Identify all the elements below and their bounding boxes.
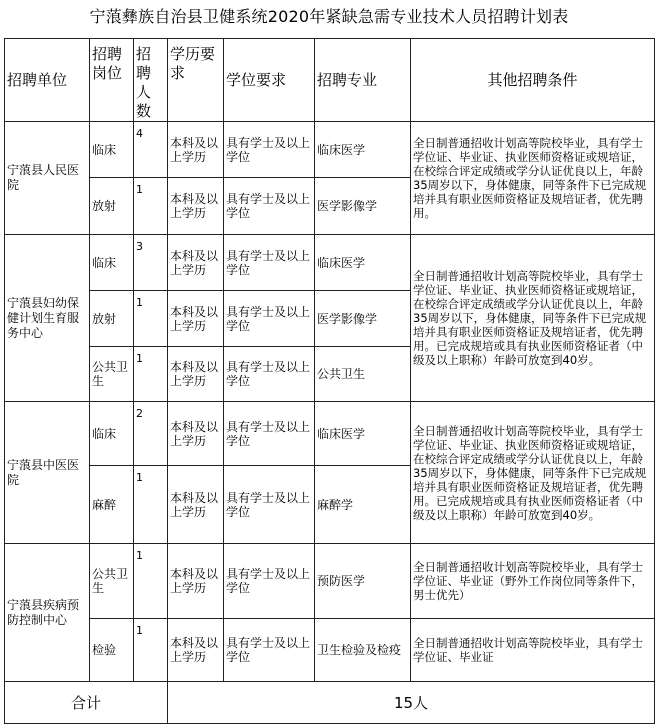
unit-cell: 宁蒗县妇幼保健计划生育服务中心 xyxy=(5,235,90,402)
table-row xyxy=(5,235,655,291)
education-cell: 本科及以上学历 xyxy=(168,235,224,291)
education-cell: 本科及以上学历 xyxy=(168,402,224,466)
table-row xyxy=(5,544,655,619)
major-cell: 医学影像学 xyxy=(315,291,411,347)
unit-cell: 宁蒗县人民医院 xyxy=(5,122,90,235)
degree-cell: 具有学士及以上学位 xyxy=(224,619,315,682)
degree-cell: 具有学士及以上学位 xyxy=(224,347,315,402)
total-label: 合计 xyxy=(5,682,168,724)
count-cell: 1 xyxy=(134,347,168,402)
header-post: 招聘岗位 xyxy=(90,39,134,122)
degree-cell: 具有学士及以上学位 xyxy=(224,466,315,544)
count-cell: 1 xyxy=(134,619,168,682)
major-cell: 医学影像学 xyxy=(315,178,411,235)
unit-cell: 宁蒗县疾病预防控制中心 xyxy=(5,544,90,682)
degree-cell: 具有学士及以上学位 xyxy=(224,122,315,178)
header-row xyxy=(5,39,655,122)
recruitment-table xyxy=(4,38,655,724)
education-cell: 本科及以上学历 xyxy=(168,466,224,544)
post-cell: 临床 xyxy=(90,402,134,466)
header-other: 其他招聘条件 xyxy=(411,39,655,122)
conditions-cell: 全日制普通招收计划高等院校毕业，具有学士学位证、毕业证、执业医师资格证或规培证，在校综合评定成绩或学分认证优良以上，年龄35周岁以下，身体健康，同等条件下已完成规培并具有职业医师资格证及规培证者，优先聘用。已完成规培或具有执业医师资格证者（中级及以上职称）年龄可放宽到40岁。 xyxy=(411,402,655,544)
total-value: 15人 xyxy=(168,682,655,724)
conditions-cell: 全日制普通招收计划高等院校毕业，具有学士学位证、毕业证、执业医师资格证或规培证，在校综合评定成绩或学分认证优良以上，年龄35周岁以下，身体健康，同等条件下已完成规培并具有职业医师资格证及规培证者，优先聘用。 xyxy=(411,122,655,235)
education-cell: 本科及以上学历 xyxy=(168,122,224,178)
education-cell: 本科及以上学历 xyxy=(168,544,224,619)
header-education: 学历要求 xyxy=(168,39,224,122)
count-cell: 1 xyxy=(134,466,168,544)
degree-cell: 具有学士及以上学位 xyxy=(224,291,315,347)
post-cell: 公共卫生 xyxy=(90,544,134,619)
education-cell: 本科及以上学历 xyxy=(168,347,224,402)
degree-cell: 具有学士及以上学位 xyxy=(224,178,315,235)
count-cell: 1 xyxy=(134,178,168,235)
table-row xyxy=(5,122,655,178)
table-row xyxy=(5,402,655,466)
header-unit: 招聘单位 xyxy=(5,39,90,122)
degree-cell: 具有学士及以上学位 xyxy=(224,235,315,291)
count-cell: 1 xyxy=(134,291,168,347)
major-cell: 临床医学 xyxy=(315,402,411,466)
unit-cell: 宁蒗县中医医院 xyxy=(5,402,90,544)
major-cell: 卫生检验及检疫 xyxy=(315,619,411,682)
page-title: 宁蒗彝族自治县卫健系统2020年紧缺急需专业技术人员招聘计划表 xyxy=(89,7,569,26)
post-cell: 麻醉 xyxy=(90,466,134,544)
major-cell: 预防医学 xyxy=(315,544,411,619)
degree-cell: 具有学士及以上学位 xyxy=(224,544,315,619)
post-cell: 临床 xyxy=(90,235,134,291)
total-row xyxy=(5,682,655,724)
post-cell: 放射 xyxy=(90,178,134,235)
education-cell: 本科及以上学历 xyxy=(168,178,224,235)
conditions-cell: 全日制普通招收计划高等院校毕业，具有学士学位证、毕业证（野外工作岗位同等条件下，男士优先） xyxy=(411,544,655,619)
post-cell: 临床 xyxy=(90,122,134,178)
count-cell: 1 xyxy=(134,544,168,619)
education-cell: 本科及以上学历 xyxy=(168,291,224,347)
header-count: 招聘人数 xyxy=(134,39,168,122)
count-cell: 2 xyxy=(134,402,168,466)
major-cell: 麻醉学 xyxy=(315,466,411,544)
post-cell: 公共卫生 xyxy=(90,347,134,402)
major-cell: 公共卫生 xyxy=(315,347,411,402)
education-cell: 本科及以上学历 xyxy=(168,619,224,682)
count-cell: 3 xyxy=(134,235,168,291)
conditions-cell: 全日制普通招收计划高等院校毕业，具有学士学位证、毕业证、执业医师资格证或规培证，在校综合评定成绩或学分认证优良以上，年龄35周岁以下，身体健康，同等条件下已完成规培并具有职业医师资格证及规培证者，优先聘用。已完成规培或具有执业医师资格证者（中级及以上职称）年龄可放宽到40岁。 xyxy=(411,235,655,402)
header-degree: 学位要求 xyxy=(224,39,315,122)
degree-cell: 具有学士及以上学位 xyxy=(224,402,315,466)
major-cell: 临床医学 xyxy=(315,122,411,178)
header-major: 招聘专业 xyxy=(315,39,411,122)
post-cell: 检验 xyxy=(90,619,134,682)
conditions-cell: 全日制普通招收计划高等院校毕业，具有学士学位证、毕业证 xyxy=(411,619,655,682)
major-cell: 临床医学 xyxy=(315,235,411,291)
count-cell: 4 xyxy=(134,122,168,178)
table-row xyxy=(5,619,655,682)
post-cell: 放射 xyxy=(90,291,134,347)
